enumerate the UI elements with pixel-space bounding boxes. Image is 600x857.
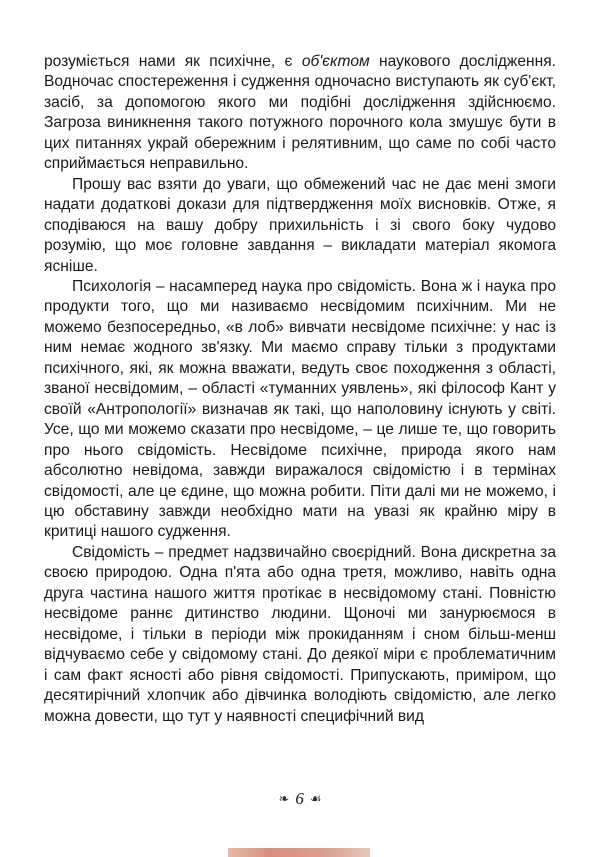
bottom-color-stripe [228, 848, 370, 857]
ornament-left-icon: ❧ [278, 791, 290, 807]
page-number: 6 [295, 789, 304, 809]
paragraph-1-before: розуміється нами як психічне, є [44, 53, 302, 70]
paragraph-4: Свідомість – предмет надзвичайно своєрідний. Вона дискретна за своєю природою. Одна п'ята або одна третя, можливо, навіть одна друга частина нашого життя протікає в несвідомому стані. Повністю несвідоме раннє дитинство людини. Щоночі ми занурюємося в несвідоме, і тільки в періоди між прокиданням і сном більш-менш відчуваємо себе у свідомому стані. До деякої міри є проблематичним і сам факт ясності або рівня свідомості. Припускають, приміром, що десятирічний хлопчик або дівчинка володіють свідомістю, але легко можна довести, що тут у наявності специфічний вид [44, 543, 556, 725]
ornament-right-icon: ☙ [309, 791, 322, 807]
paragraph-2: Прошу вас взяти до уваги, що обмежений час не дає мені змоги надати додаткові докази для підтвердження моїх висновків. Отже, я сподіваюся на вашу добру прихильність і зі свого боку чудово розумію, що моє головне завдання – викладати матеріал якомога ясніше. [44, 175, 556, 275]
paragraph-3: Психологія – насамперед наука про свідомість. Вона ж і наука про продукти того, що ми називаємо несвідомим психічним. Ми не можемо безпосередньо, «в лоб» вивчати несвідоме психічне: у нас із ним немає жодного зв'язку. Ми маємо справу тільки з продуктами психічного, які, як можна вважати, ведуть своє походження з області, званої несвідомим, – області «туманних уявлень», які філософ Кант у своїй «Антропології» визначав як такі, що наполовину існують у світі. Усе, що ми можемо сказати про несвідоме, – це лише те, що говорить про нього свідомість. Несвідоме психічне, природа якого нам абсолютно невідома, завжди виражалося свідомістю і в термінах свідомості, але це єдине, що можна робити. Піти далі ми не можемо, і цю обставину завжди необхідно мати на увазі як крайню міру в критиці нашого судження. [44, 277, 556, 541]
paragraph-1-emphasis: об'єктом [301, 53, 370, 70]
page-footer [0, 788, 600, 809]
paragraph-1-after: наукового дослідження. Водночас спостереження і судження одночасно виступають як суб'єкт, засіб, за допомогою якого ми подібні дослідження здійснюємо. Загроза виникнення такого потужного порочного кола змушує бути в цих питаннях украй обережним і релятивним, що саме по собі часто сприймається неправильно. [44, 53, 556, 173]
page-body [44, 52, 556, 727]
paragraph-1 [44, 52, 556, 175]
